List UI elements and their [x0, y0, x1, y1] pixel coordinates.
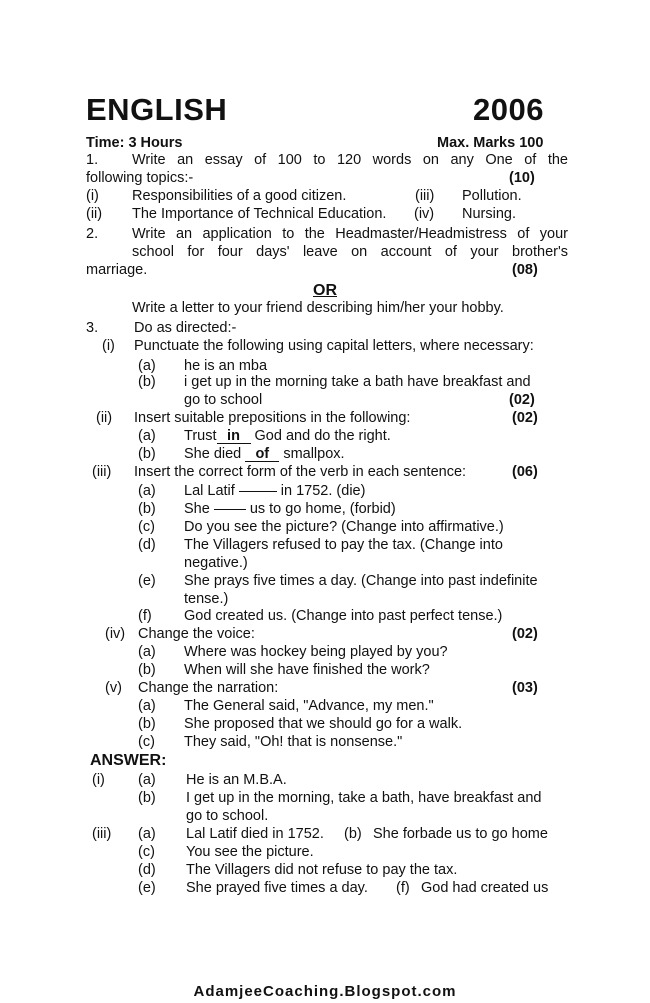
item-text: They said, "Oh! that is nonsense.": [184, 734, 403, 750]
q3-ii-title: Insert suitable prepositions in the following:: [134, 410, 411, 426]
item-label: (b): [344, 826, 362, 842]
item-label: (b): [138, 662, 156, 678]
item-text: I get up in the morning, take a bath, have breakfast and: [186, 790, 542, 806]
item-label: (b): [138, 446, 156, 462]
preposition-post: God and do the right.: [254, 428, 391, 444]
item-text: She prayed five times a day.: [186, 880, 368, 896]
q1-marks: (10): [509, 170, 535, 186]
item-text: Do you see the picture? (Change into affirmative.): [184, 519, 504, 535]
item-label: (d): [138, 537, 156, 553]
item-label: (b): [138, 716, 156, 732]
item-label: (a): [138, 428, 156, 444]
item-text: You see the picture.: [186, 844, 314, 860]
item-text: She prays five times a day. (Change into past indefinite: [184, 573, 538, 589]
preposition-post: smallpox.: [283, 446, 345, 462]
item-label: (f): [138, 608, 152, 624]
q3-iv-num: (iv): [105, 626, 126, 642]
q1-topic-text: Responsibilities of a good citizen.: [132, 188, 347, 204]
q3-iii-title: Insert the correct form of the verb in each sentence:: [134, 464, 467, 480]
item-text: Where was hockey being played by you?: [184, 644, 448, 660]
q1-topic-text: The Importance of Technical Education.: [132, 206, 387, 222]
item-text: i get up in the morning take a bath have breakfast and: [184, 374, 531, 390]
q1-topic-num: (iii): [415, 188, 435, 204]
item-text: [184, 428, 391, 445]
item-label: (b): [138, 501, 156, 517]
item-label: (a): [138, 772, 156, 788]
preposition-fill: of: [245, 447, 279, 462]
item-text: tense.): [184, 591, 229, 607]
preposition-fill: in: [217, 429, 251, 444]
subject-title: ENGLISH: [86, 92, 228, 127]
q2-line3: marriage.: [86, 262, 148, 278]
item-label: (a): [138, 644, 156, 660]
item-text: [184, 446, 345, 463]
item-label: (a): [138, 358, 156, 374]
item-label: (e): [138, 880, 156, 896]
item-text: God created us. (Change into past perfect tense.): [184, 608, 503, 624]
verb-post: us to go home, (forbid): [249, 501, 396, 517]
item-label: (a): [138, 826, 156, 842]
item-text: The Villagers refused to pay the tax. (Change into: [184, 537, 503, 553]
q3-title: Do as directed:-: [134, 320, 237, 336]
blank-line: [239, 491, 277, 492]
item-text: Lal Latif died in 1752.: [186, 826, 324, 842]
q3-iii-num: (iii): [92, 464, 112, 480]
item-text: The General said, "Advance, my men.": [184, 698, 434, 714]
item-text: The Villagers did not refuse to pay the tax.: [186, 862, 458, 878]
answer-iii-num: (iii): [92, 826, 112, 842]
item-label: (e): [138, 573, 156, 589]
exam-year: 2006: [473, 92, 544, 127]
q3-v-marks: (03): [512, 680, 538, 696]
item-label: (c): [138, 519, 155, 535]
answer-heading: ANSWER:: [90, 752, 167, 769]
q3-i-num: (i): [102, 338, 115, 354]
item-label: (f): [396, 880, 410, 896]
q3-iv-title: Change the voice:: [138, 626, 255, 642]
item-text: When will she have finished the work?: [184, 662, 430, 678]
q3-number: 3.: [86, 320, 99, 336]
max-marks: Max. Marks 100: [437, 135, 544, 151]
verb-pre: She: [184, 501, 210, 517]
item-label: (c): [138, 734, 155, 750]
q1-topic-text: Pollution.: [462, 188, 522, 204]
verb-post: in 1752. (die): [280, 483, 366, 499]
q1-topic-num: (ii): [86, 206, 103, 222]
item-text: God had created us: [421, 880, 549, 896]
q3-v-title: Change the narration:: [138, 680, 279, 696]
item-text: negative.): [184, 555, 248, 571]
q3-v-num: (v): [105, 680, 122, 696]
preposition-pre: Trust: [184, 428, 217, 444]
item-text: [184, 483, 365, 500]
q3-iii-marks: (06): [512, 464, 538, 480]
item-label: (b): [138, 374, 156, 390]
q2-line1: Write an application to the Headmaster/Headmistress of your: [132, 226, 568, 242]
or-heading: OR: [313, 282, 337, 299]
item-label: (b): [138, 790, 156, 806]
q2-marks: (08): [512, 262, 538, 278]
q2-letter: Write a letter to your friend describing him/her your hobby.: [132, 300, 504, 316]
q1-topic-num: (i): [86, 188, 99, 204]
item-text: go to school: [184, 392, 263, 408]
item-text: She proposed that we should go for a walk.: [184, 716, 463, 732]
q3-iv-marks: (02): [512, 626, 538, 642]
q1-number: 1.: [86, 152, 99, 168]
q3-i-marks: (02): [509, 392, 535, 408]
item-label: (a): [138, 483, 156, 499]
verb-pre: Lal Latif: [184, 483, 235, 499]
item-label: (d): [138, 862, 156, 878]
time-allowed: Time: 3 Hours: [86, 135, 183, 151]
q1-line1: Write an essay of 100 to 120 words on any One of the: [132, 152, 568, 168]
footer-website: AdamjeeCoaching.Blogspot.com: [193, 983, 457, 1000]
q1-topic-num: (iv): [414, 206, 435, 222]
item-text: She forbade us to go home: [373, 826, 548, 842]
item-text: he is an mba: [184, 358, 268, 374]
item-text: He is an M.B.A.: [186, 772, 287, 788]
q3-i-title: Punctuate the following using capital letters, where necessary:: [134, 338, 534, 354]
item-text: go to school.: [186, 808, 269, 824]
answer-i-num: (i): [92, 772, 105, 788]
q2-number: 2.: [86, 226, 99, 242]
q1-line2: following topics:-: [86, 170, 194, 186]
q1-topic-text: Nursing.: [462, 206, 516, 222]
blank-line: [214, 509, 246, 510]
item-label: (c): [138, 844, 155, 860]
preposition-pre: She died: [184, 446, 242, 462]
item-label: (a): [138, 698, 156, 714]
item-text: [184, 501, 396, 518]
q3-ii-marks: (02): [512, 410, 538, 426]
q2-line2: school for four days' leave on account of your brother's: [132, 244, 568, 260]
q3-ii-num: (ii): [96, 410, 113, 426]
